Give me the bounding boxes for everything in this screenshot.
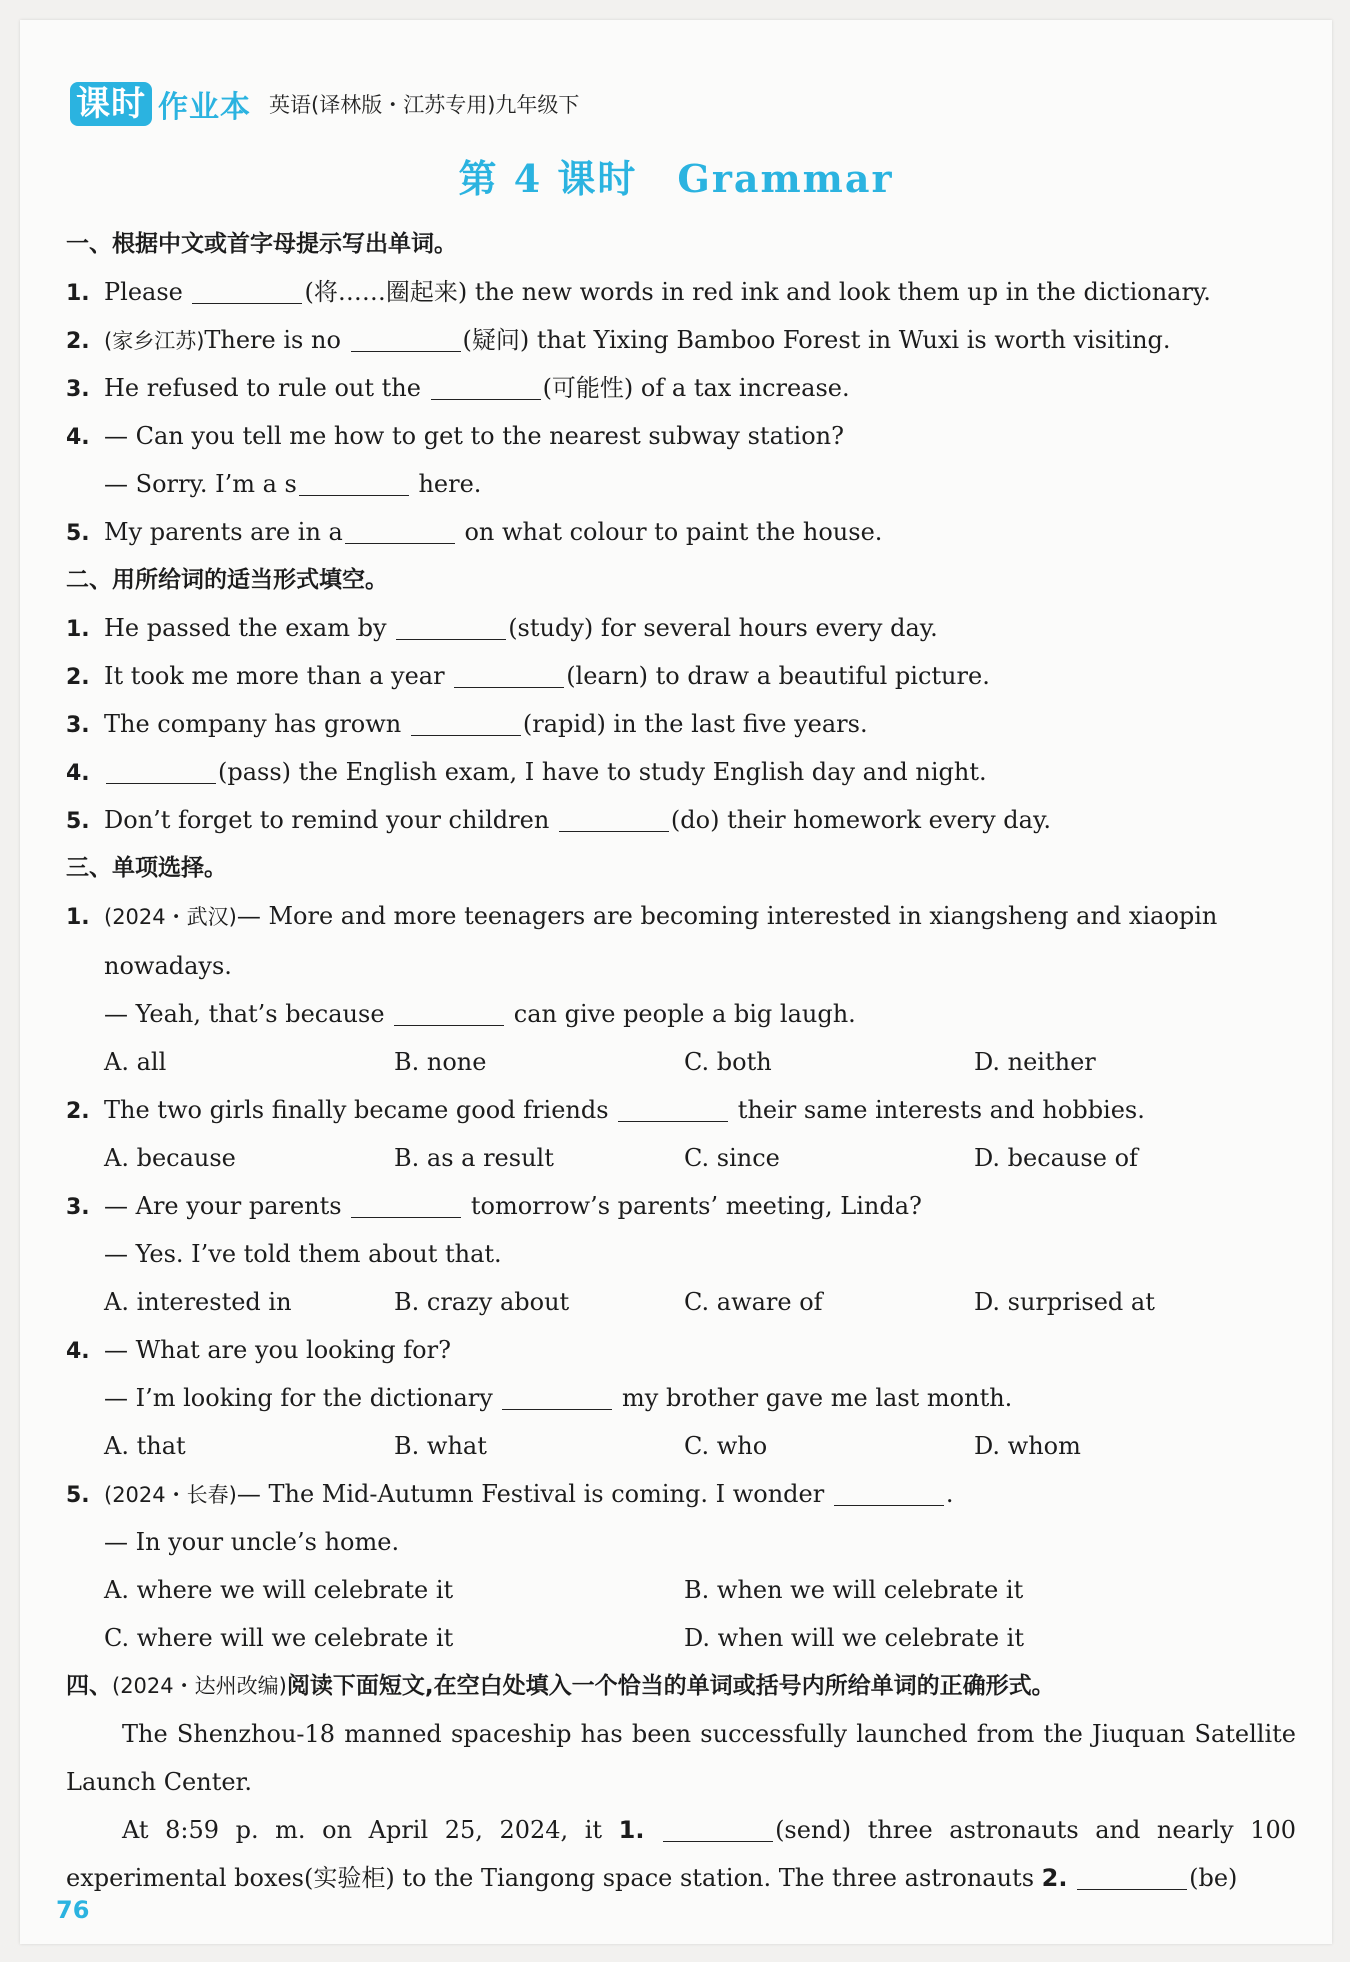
answer-blank[interactable]	[834, 1477, 944, 1506]
q-text: There is no	[204, 326, 349, 354]
blank-number: 1.	[618, 1816, 645, 1844]
s3-q1-reply	[66, 990, 1296, 1038]
q-text: It took me more than a year	[104, 662, 453, 690]
option-b[interactable]: B. crazy about	[394, 1288, 570, 1316]
lesson-title: 第 4 课时 Grammar	[458, 156, 894, 201]
s3-q1	[66, 892, 1296, 990]
answer-blank[interactable]	[502, 1381, 612, 1410]
q-text: here.	[410, 470, 482, 498]
option-a[interactable]: A. because	[104, 1144, 236, 1172]
q-text: My parents are in a	[104, 518, 343, 546]
q-text: on what colour to paint the house.	[456, 518, 883, 546]
answer-blank[interactable]	[394, 997, 504, 1026]
passage-text: At 8:59 p. m. on April 25, 2024, it	[122, 1816, 619, 1844]
q-text: .	[945, 1480, 954, 1508]
answer-blank[interactable]	[396, 611, 506, 640]
option-d[interactable]: D. surprised at	[974, 1288, 1155, 1316]
q-text: Don’t forget to remind your children	[104, 806, 557, 834]
option-b[interactable]: B. none	[394, 1048, 487, 1076]
heading-text: 阅读下面短文,在空白处填入一个恰当的单词或括号内所给单词的正确形式。	[286, 1673, 1055, 1699]
s1-q4	[66, 412, 1296, 460]
q-text: (learn) to draw a beautiful picture.	[566, 662, 990, 690]
passage-paragraph-1: The Shenzhou-18 manned spaceship has been successfully launched from the Jiuquan Satellite Launch Center.	[66, 1720, 1296, 1796]
q-number: 5.	[66, 809, 90, 834]
option-d[interactable]: D. when will we celebrate it	[684, 1624, 1024, 1652]
option-b[interactable]: B. as a result	[394, 1144, 554, 1172]
s3-q3	[66, 1182, 1296, 1230]
q-text: — What are you looking for?	[104, 1336, 451, 1364]
answer-blank[interactable]	[663, 1813, 773, 1842]
s3-q5-options-ab	[66, 1566, 1296, 1614]
q-text: — More and more teenagers are becoming interested in xiangsheng and xiaopin nowadays.	[104, 902, 1218, 980]
answer-blank[interactable]	[192, 275, 302, 304]
q-text: Please	[104, 278, 191, 306]
answer-blank[interactable]	[351, 1189, 461, 1218]
q-text: — Can you tell me how to get to the nearest subway station?	[104, 422, 844, 450]
s1-q4-reply	[66, 460, 1296, 508]
source-tag: (家乡江苏)	[104, 329, 205, 353]
page-number: 76	[56, 1896, 90, 1924]
s3-q2	[66, 1086, 1296, 1134]
s1-q1	[66, 268, 1296, 316]
section-2-heading: 二、用所给词的适当形式填空。	[66, 567, 388, 593]
passage-paragraph-2	[66, 1806, 1296, 1902]
q-text: The company has grown	[104, 710, 409, 738]
s3-q5-options-cd	[66, 1614, 1296, 1662]
q-number: 3.	[66, 377, 90, 402]
q-text: tomorrow’s parents’ meeting, Linda?	[463, 1192, 922, 1220]
blank-number: 2.	[1041, 1864, 1068, 1892]
q-text: my brother gave me last month.	[614, 1384, 1013, 1412]
q-text: He passed the exam by	[104, 614, 395, 642]
answer-blank[interactable]	[351, 323, 461, 352]
answer-blank[interactable]	[618, 1093, 728, 1122]
source-tag: (2024・武汉)	[104, 905, 237, 929]
answer-blank[interactable]	[1077, 1861, 1187, 1890]
q-number: 1.	[66, 905, 90, 930]
option-c[interactable]: C. aware of	[684, 1288, 823, 1316]
q-text: — I’m looking for the dictionary	[104, 1384, 501, 1412]
q-number: 1.	[66, 281, 90, 306]
option-d[interactable]: D. neither	[974, 1048, 1096, 1076]
s1-q3	[66, 364, 1296, 412]
s3-q5	[66, 1470, 1296, 1518]
answer-blank[interactable]	[345, 515, 455, 544]
option-a[interactable]: A. where we will celebrate it	[104, 1576, 454, 1604]
s3-q1-options	[66, 1038, 1296, 1086]
passage-text: (be)	[1189, 1864, 1238, 1892]
answer-blank[interactable]	[559, 803, 669, 832]
answer-blank[interactable]	[299, 467, 409, 496]
q-number: 5.	[66, 521, 90, 546]
q-number: 2.	[66, 1099, 90, 1124]
s3-q4-reply	[66, 1374, 1296, 1422]
option-c[interactable]: C. where will we celebrate it	[104, 1624, 454, 1652]
section-4-heading	[66, 1662, 1296, 1710]
q-number: 2.	[66, 665, 90, 690]
s3-q2-options	[66, 1134, 1296, 1182]
section-1-heading: 一、根据中文或首字母提示写出单词。	[66, 231, 457, 257]
section-3-heading: 三、单项选择。	[66, 855, 227, 881]
s2-q1	[66, 604, 1296, 652]
s2-q2	[66, 652, 1296, 700]
q-text: (study) for several hours every day.	[508, 614, 938, 642]
s3-q3-options	[66, 1278, 1296, 1326]
option-b[interactable]: B. what	[394, 1432, 487, 1460]
s1-q5	[66, 508, 1296, 556]
answer-blank[interactable]	[454, 659, 564, 688]
s3-q4	[66, 1326, 1296, 1374]
source-tag: (2024・达州改编)	[112, 1674, 287, 1698]
q-text: — Yeah, that’s because	[104, 1000, 393, 1028]
option-d[interactable]: D. whom	[974, 1432, 1081, 1460]
passage-text: (send) three astronauts and nearly 100 experimental boxes(实验柜) to the Tiangong space station. The three astronauts	[66, 1816, 1296, 1892]
q-text: — The Mid-Autumn Festival is coming. I wonder	[236, 1480, 832, 1508]
q-number: 4.	[66, 1339, 90, 1364]
s3-q4-options	[66, 1422, 1296, 1470]
option-c[interactable]: C. both	[684, 1048, 772, 1076]
q-text: can give people a big laugh.	[506, 1000, 856, 1028]
q-text: (pass) the English exam, I have to study English day and night.	[218, 758, 987, 786]
q-text: their same interests and hobbies.	[730, 1096, 1145, 1124]
q-text: The two girls finally became good friends	[104, 1096, 617, 1124]
answer-blank[interactable]	[431, 371, 541, 400]
q-text: (do) their homework every day.	[670, 806, 1051, 834]
heading-text: 四、	[66, 1673, 112, 1699]
subject-label: 英语(译林版・江苏专用)九年级下	[269, 93, 580, 117]
q-text: (将……圈起来) the new words in red ink and look them up in the dictionary.	[304, 278, 1211, 306]
q-number: 2.	[66, 329, 90, 354]
source-tag: (2024・长春)	[104, 1483, 237, 1507]
q-number: 1.	[66, 617, 90, 642]
option-a[interactable]: A. all	[104, 1048, 167, 1076]
option-c[interactable]: C. since	[684, 1144, 780, 1172]
option-d[interactable]: D. because of	[974, 1144, 1138, 1172]
q-text: — Sorry. I’m a s	[104, 470, 297, 498]
q-number: 4.	[66, 425, 90, 450]
option-b[interactable]: B. when we will celebrate it	[684, 1576, 1024, 1604]
q-number: 3.	[66, 1195, 90, 1220]
s1-q2	[66, 316, 1296, 364]
q-number: 3.	[66, 713, 90, 738]
exercise-content	[66, 220, 1296, 1902]
q-text: — Are your parents	[104, 1192, 350, 1220]
q-text: (可能性) of a tax increase.	[542, 374, 850, 402]
q-text: (rapid) in the last five years.	[522, 710, 868, 738]
q-number: 4.	[66, 761, 90, 786]
brand-name: 作业本	[158, 90, 251, 125]
page-header	[70, 74, 579, 134]
s2-q4	[66, 748, 1296, 796]
s3-q3-reply: — Yes. I’ve told them about that.	[104, 1240, 502, 1268]
s3-q5-reply: — In your uncle’s home.	[104, 1528, 400, 1556]
workbook-page	[20, 20, 1332, 1944]
brand-logo: 课时	[70, 82, 152, 126]
s2-q5	[66, 796, 1296, 844]
answer-blank[interactable]	[106, 755, 216, 784]
s2-q3	[66, 700, 1296, 748]
q-text: (疑问) that Yixing Bamboo Forest in Wuxi is worth visiting.	[462, 326, 1171, 354]
q-text: He refused to rule out the	[104, 374, 429, 402]
option-a[interactable]: A. that	[104, 1432, 186, 1460]
q-number: 5.	[66, 1483, 90, 1508]
option-a[interactable]: A. interested in	[104, 1288, 292, 1316]
answer-blank[interactable]	[411, 707, 521, 736]
option-c[interactable]: C. who	[684, 1432, 768, 1460]
